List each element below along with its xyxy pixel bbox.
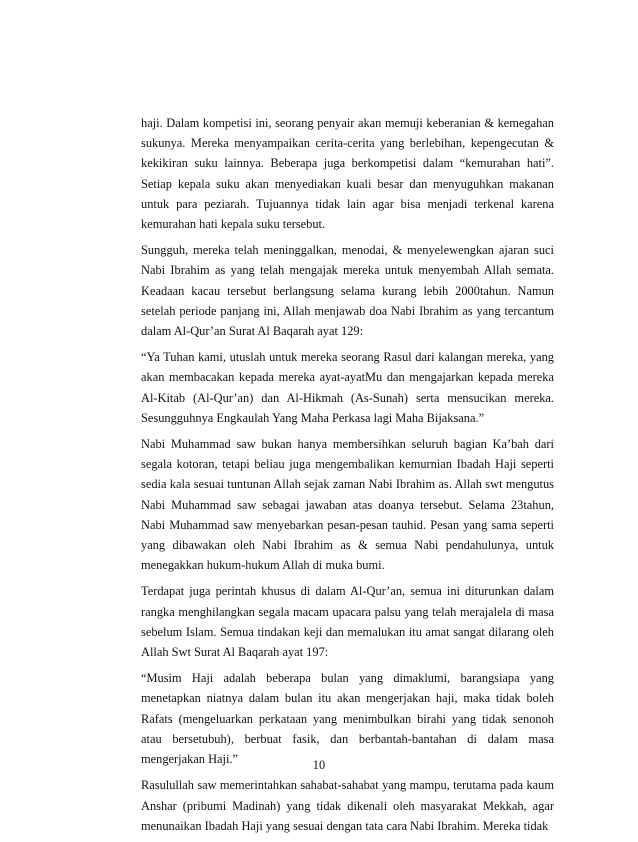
document-body [141,113,554,842]
paragraph: “Musim Haji adalah beberapa bulan yang dimaklumi, barangsiapa yang menetapkan niatnya dalam bulan itu akan mengerjakan haji, maka tidak boleh Rafats (mengeluarkan perkataan yang menimbulkan birahi yang tidak senonoh atau bersetubuh), berbuat fasik, dan berbantah-bantahan di dalam masa mengerjakan Haji.” [141,671,554,767]
paragraph: Rasulullah saw memerintahkan sahabat-sahabat yang mampu, terutama pada kaum Anshar (pribumi Madinah) yang tidak dikenali oleh masyarakat Mekkah, agar menunaikan Ibadah Haji yang sesuai dengan tata cara Nabi Ibrahim. Mereka tidak [141,778,554,833]
paragraph: Nabi Muhammad saw bukan hanya membersihkan seluruh bagian Ka’bah dari segala kotoran, tetapi beliau juga mengembalikan kemurnian Ibadah Haji seperti sedia kala sesuai tuntunan Allah sejak zaman Nabi Ibrahim as. Allah swt mengutus Nabi Muhammad saw sebagai jawaban atas doanya tersebut. Selama 23tahun, Nabi Muhammad saw menyebarkan pesan-pesan tauhid. Pesan yang sama seperti yang dibawakan oleh Nabi Ibrahim as & semua Nabi pendahulunya, untuk menegakkan hukum-hukum Allah di muka bumi. [141,437,554,573]
paragraph: haji. Dalam kompetisi ini, seorang penyair akan memuji keberanian & kemegahan sukunya. Mereka menyampaikan cerita-cerita yang berlebihan, kepengecutan & kekikiran suku lainnya. Beberapa juga berkompetisi dalam “kemurahan hati”. Setiap kepala suku akan menyediakan kuali besar dan menyuguhkan makanan untuk para peziarah. Tujuannya tidak lain agar bisa menjadi terkenal karena kemurahan hati kepala suku tersebut. [141,116,554,232]
paragraph: Sungguh, mereka telah meninggalkan, menodai, & menyelewengkan ajaran suci Nabi Ibrahim as yang telah mengajak mereka untuk menyembah Allah semata. Keadaan kacau tersebut berlangsung selama kurang lebih 2000tahun. Namun setelah periode panjang ini, Allah menjawab doa Nabi Ibrahim as yang tercantum dalam Al-Qur’an Surat Al Baqarah ayat 129: [141,243,554,339]
paragraph: Terdapat juga perintah khusus di dalam Al-Qur’an, semua ini diturunkan dalam rangka menghilangkan segala macam upacara palsu yang telah merajalela di masa sebelum Islam. Semua tindakan keji dan memalukan itu amat sangat dilarang oleh Allah Swt Surat Al Baqarah ayat 197: [141,584,554,660]
page-number: 10 [312,758,326,772]
paragraph: “Ya Tuhan kami, utuslah untuk mereka seorang Rasul dari kalangan mereka, yang akan membacakan kepada mereka ayat-ayatMu dan mengajarkan kepada mereka Al-Kitab (Al-Qur’an) dan Al-Hikmah (As-Sunah) serta mensucikan mereka. Sesungguhnya Engkaulah Yang Maha Perkasa lagi Maha Bijaksana.” [141,350,554,425]
